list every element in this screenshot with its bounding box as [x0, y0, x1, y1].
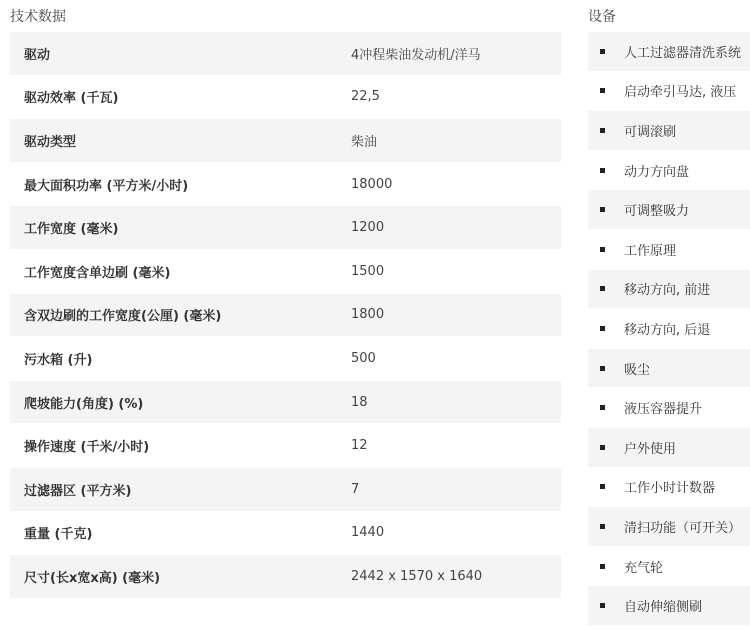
- equipment-item: [588, 151, 750, 190]
- spec-row: [10, 32, 561, 76]
- bullet-icon: [600, 207, 605, 212]
- spec-value: 18: [351, 381, 561, 425]
- spec-label: 过滤器区 (平方米): [10, 468, 351, 512]
- spec-value: 500: [351, 337, 561, 381]
- spec-row: [10, 294, 561, 338]
- equipment-item-label: 清扫功能（可开关）: [624, 520, 742, 536]
- equipment-item-label: 移动方向, 前进: [624, 283, 711, 299]
- equipment-item-label: 户外使用: [624, 441, 677, 457]
- bullet-icon: [600, 524, 605, 529]
- spec-label: 重量 (千克): [10, 512, 351, 556]
- equipment-item: [588, 309, 750, 348]
- spec-label: 工作宽度 (毫米): [10, 206, 351, 250]
- spec-row: [10, 555, 561, 599]
- bullet-icon: [600, 603, 605, 608]
- equipment-item-label: 自动伸缩侧刷: [624, 600, 703, 616]
- spec-row: [10, 119, 561, 163]
- spec-value: 4冲程柴油发动机/洋马: [351, 32, 561, 76]
- equipment-list: [588, 32, 750, 626]
- specs-table: [10, 32, 561, 599]
- bullet-icon: [600, 484, 605, 489]
- spec-row: [10, 468, 561, 512]
- equipment-item-label: 可调整吸力: [624, 204, 690, 220]
- equipment-item: [588, 507, 750, 546]
- equipment-item-label: 动力方向盘: [624, 164, 690, 180]
- bullet-icon: [600, 564, 605, 569]
- spec-label: 驱动: [10, 32, 351, 76]
- spec-label: 操作速度 (千米/小时): [10, 424, 351, 468]
- spec-label: 驱动类型: [10, 119, 351, 163]
- spec-label: 尺寸(长x宽x高) (毫米): [10, 555, 351, 599]
- equipment-item: [588, 111, 750, 150]
- spec-value: 1200: [351, 206, 561, 250]
- equipment-item: [588, 270, 750, 309]
- equipment-item: [588, 428, 750, 467]
- spec-value: 22,5: [351, 76, 561, 120]
- spec-row: [10, 76, 561, 120]
- spec-value: 1440: [351, 512, 561, 556]
- bullet-icon: [600, 247, 605, 252]
- equipment-item-label: 人工过滤器清洗系统: [624, 45, 742, 61]
- spec-value: 18000: [351, 163, 561, 207]
- equipment-item: [588, 586, 750, 625]
- equipment-section-title: 设备: [588, 9, 616, 25]
- spec-row: [10, 512, 561, 556]
- bullet-icon: [600, 49, 605, 54]
- equipment-item-label: 可调滚刷: [624, 124, 677, 140]
- equipment-item-label: 工作小时计数器: [624, 481, 716, 497]
- bullet-icon: [600, 326, 605, 331]
- spec-label: 工作宽度含单边刷 (毫米): [10, 250, 351, 294]
- equipment-item-label: 工作原理: [624, 243, 677, 259]
- spec-row: [10, 337, 561, 381]
- spec-value: 1500: [351, 250, 561, 294]
- spec-row: [10, 206, 561, 250]
- spec-row: [10, 381, 561, 425]
- spec-row: [10, 424, 561, 468]
- equipment-item: [588, 190, 750, 229]
- spec-value: 7: [351, 468, 561, 512]
- spec-value: 12: [351, 424, 561, 468]
- spec-label: 含双边刷的工作宽度(公厘) (毫米): [10, 294, 351, 338]
- spec-label: 爬坡能力(角度) (%): [10, 381, 351, 425]
- equipment-item: [588, 388, 750, 427]
- equipment-item-label: 启动牵引马达, 液压: [624, 85, 737, 101]
- spec-row: [10, 250, 561, 294]
- specs-section-title: 技术数据: [10, 9, 66, 25]
- spec-value: 柴油: [351, 119, 561, 163]
- equipment-item: [588, 72, 750, 111]
- bullet-icon: [600, 168, 605, 173]
- spec-row: [10, 163, 561, 207]
- spec-value: 2442 x 1570 x 1640: [351, 555, 561, 599]
- equipment-item: [588, 349, 750, 388]
- bullet-icon: [600, 88, 605, 93]
- spec-label: 污水箱 (升): [10, 337, 351, 381]
- bullet-icon: [600, 445, 605, 450]
- bullet-icon: [600, 286, 605, 291]
- spec-label: 最大面积功率 (平方米/小时): [10, 163, 351, 207]
- bullet-icon: [600, 128, 605, 133]
- equipment-item-label: 液压容器提升: [624, 402, 703, 418]
- spec-value: 1800: [351, 294, 561, 338]
- equipment-item: [588, 547, 750, 586]
- bullet-icon: [600, 366, 605, 371]
- equipment-item: [588, 32, 750, 71]
- equipment-item-label: 移动方向, 后退: [624, 322, 711, 338]
- equipment-item-label: 吸尘: [624, 362, 651, 378]
- equipment-item: [588, 468, 750, 507]
- equipment-item: [588, 230, 750, 269]
- spec-label: 驱动效率 (千瓦): [10, 76, 351, 120]
- equipment-item-label: 充气轮: [624, 560, 664, 576]
- bullet-icon: [600, 405, 605, 410]
